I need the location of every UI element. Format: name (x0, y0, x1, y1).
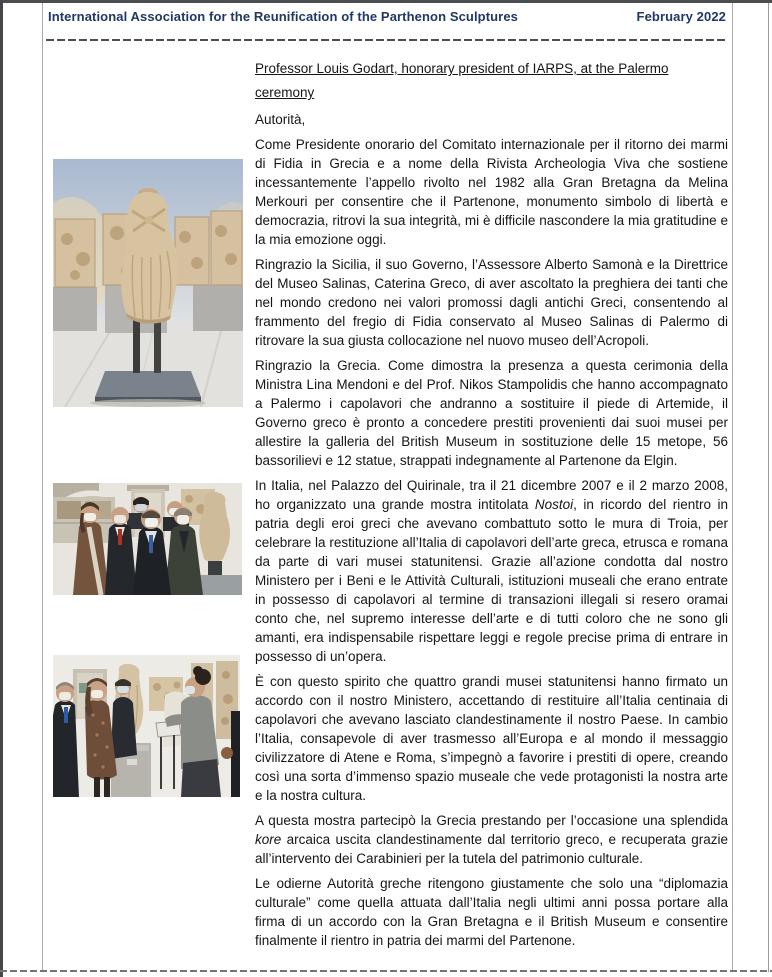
text-run: arcaica uscita clandestinamente dal territorio greco, e recuperata grazie all’intervento dei Carabinieri per la tutela del patrimonio culturale. (255, 832, 728, 866)
photo-statue (53, 159, 243, 407)
text-run: In Italia, nel Palazzo del Quirinale, tra il 21 dicembre 2007 e il 2 marzo 2008, ho organizzato una grande mostra intitolata (255, 478, 728, 512)
text-run: Le odierne Autorità greche ritengono giustamente che solo una “diplomazia culturale” come quella attuata dall’Italia negli ultimi anni possa portare alla firma di un accordo con la Gran Bretagna e il British Museum e consentire finalmente il rientro in patria dei marmi del Partenone. (255, 876, 728, 948)
article-paragraph (255, 476, 728, 666)
left-column-rule (42, 3, 43, 972)
article-paragraph (255, 135, 728, 249)
photo-delegation-viewing-illustration (53, 655, 240, 797)
article-paragraph (255, 811, 728, 868)
text-run: È con questo spirito che quattro grandi musei statunitensi hanno firmato un accordo con il nostro Ministero, accettando di restituire all’Italia centinaia di capolavori che avevano lasciato clandestinamente il nostro Paese. In cambio l’Italia, consapevole di aver trasmesso all’Europa e al mondo il messaggio civilizzatore di Atene e Roma, s’impegnò a favorire i prestiti di opere, creando così una sorta d’immenso spazio museale che vede protagonisti la nostra arte e la nostra cultura. (255, 674, 728, 803)
page-header (48, 9, 726, 24)
text-run: Ringrazio la Grecia. Come dimostra la presenza a questa cerimonia della Ministra Lina Mendoni e del Prof. Nikos Stampolidis che hanno accompagnato a Palermo i capolavori che andranno a sostituire il piede di Artemide, il Governo greco è pronto a concedere prestiti provenienti dai suoi musei per allestire la galleria del British Museum in sostituzione delle 15 metope, 56 bassorilievi e 12 statue, strappati indegnamente al Partenone da Elgin. (255, 358, 728, 468)
text-run: Autorità, (255, 112, 306, 127)
article-heading: Professor Louis Godart, honorary president of IARPS, at the Palermo ceremony (255, 61, 669, 100)
article-paragraph (255, 356, 728, 470)
window-left-edge (0, 0, 3, 977)
article-paragraph (255, 255, 728, 350)
footer-dashed-rule (0, 970, 772, 972)
header-dashed-rule (46, 39, 727, 41)
text-run: Come Presidente onorario del Comitato internazionale per il ritorno dei marmi di Fidia in Grecia e a nome della Rivista Archeologia Viva che sostiene incessantemente l’appello rivolto nel 1982 alla Gran Bretagna da Melina Merkouri per consentire che il Partenone, monumento simbolo di libertà e democrazia, ritrovi la sua integrità, mi è difficile nascondere la mia gratitudine e la mia emozione oggi. (255, 137, 728, 247)
photo-ceremony-group-illustration (53, 483, 242, 595)
right-column-rule (732, 3, 733, 972)
text-run: Nostoi (534, 497, 574, 512)
text-run: kore (255, 832, 282, 847)
article-paragraph (255, 672, 728, 805)
article-paragraph (255, 874, 728, 950)
issue-date: February 2022 (636, 9, 726, 24)
window-top-edge (0, 0, 772, 3)
text-run: A questa mostra partecipò la Grecia prestando per l’occasione una splendida (255, 813, 728, 828)
photo-statue-illustration (53, 159, 243, 407)
page-right-edge-rule (768, 3, 769, 972)
text-run: Ringrazio la Sicilia, il suo Governo, l’Assessore Alberto Samonà e la Direttrice del Museo Salinas, Caterina Greco, di aver ascoltato la preghiera dei tanti che nel mondo credono nei valori promossi dagli antichi Greci, consentendo al frammento del fregio di Fidia conservato al Museo Salinas di Palermo di ritrovare la sua giusta collocazione nel nuovo museo dell’Acropoli. (255, 257, 728, 348)
photo-ceremony-group (53, 483, 242, 595)
article-paragraphs (255, 110, 728, 950)
text-run: , in ricordo del rientro in patria degli eroi greci che avevano combattuto sotto le mura di Troia, per celebrare la restituzione all’Italia di capolavori dell’arte greca, etrusca e romana da parte di vari musei statunitensi. Grazie all’azione condotta dal nostro Ministero per i Beni e le Attività Culturali, istituzioni museali che erano entrate in possesso di capolavori al termine di transazioni illegali si resero oramai conto che, nel supremo interesse dell’arte e di tutti coloro che ne sono gli amanti, era indispensabile rispettare leggi e regole precise prima di entrare in possesso di un’opera. (255, 497, 728, 664)
photo-delegation-viewing (53, 655, 240, 797)
article-paragraph (255, 110, 728, 129)
article-body (255, 50, 728, 956)
newsletter-title: International Association for the Reunification of the Parthenon Sculptures (48, 9, 519, 24)
